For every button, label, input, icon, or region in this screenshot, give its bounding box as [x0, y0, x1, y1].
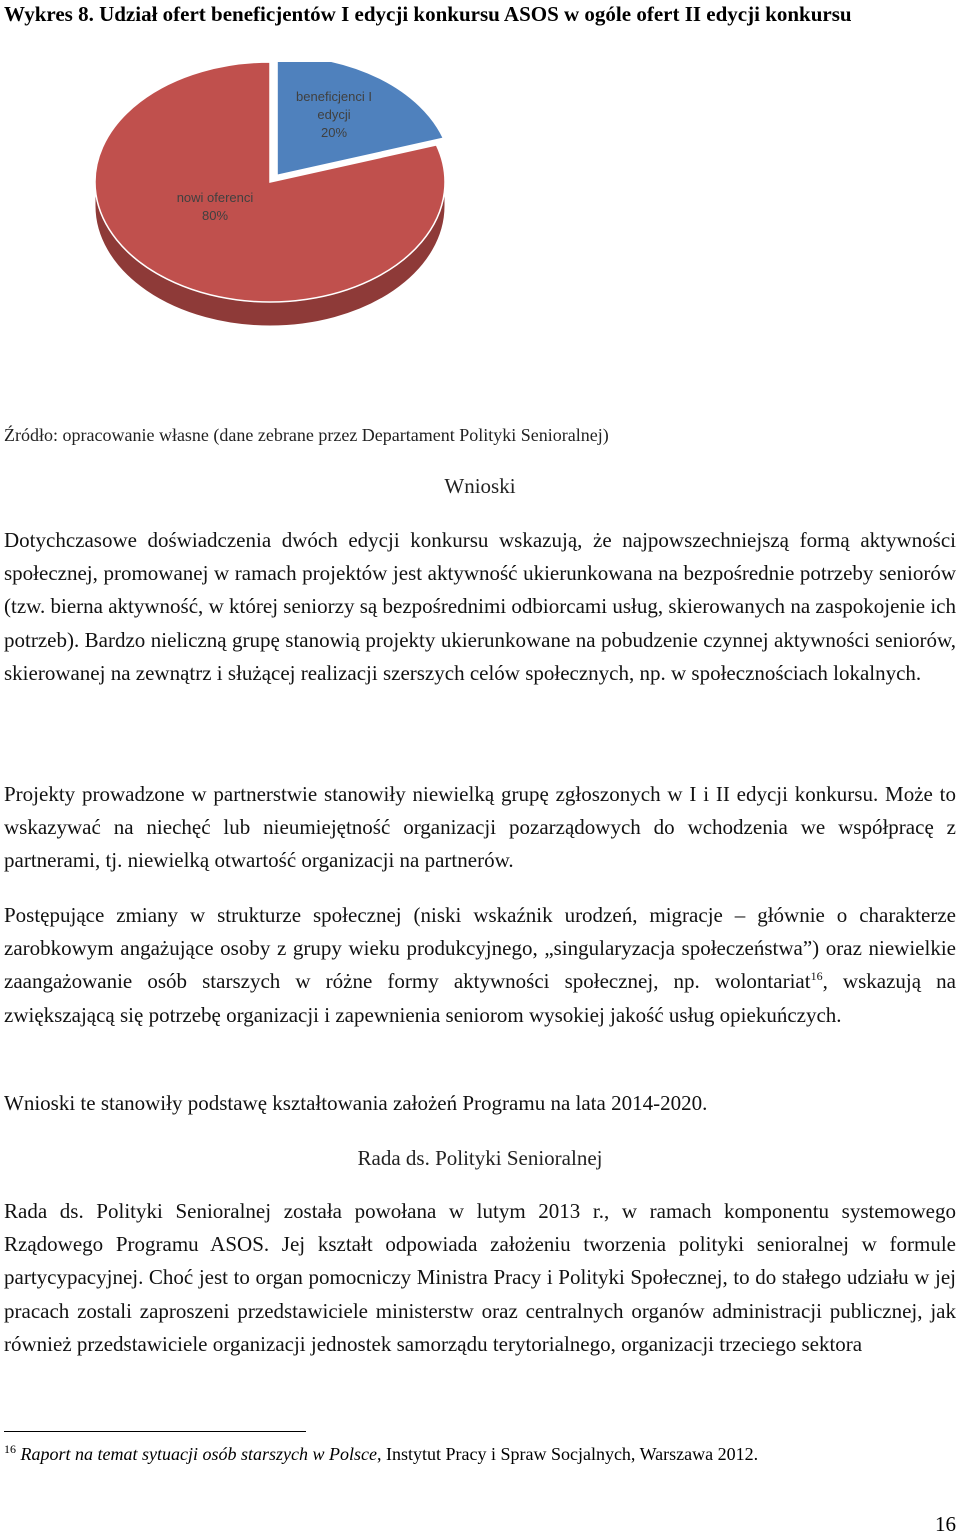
section-heading-conclusions: Wnioski — [444, 474, 516, 498]
paragraph-text: , wskazują na zwiększającą się potrzebę organizacji i zapewnienia seniorom wysokiej jakość usług opiekuńczych. — [4, 969, 956, 1027]
pie-label-1: nowi oferenci 80% — [176, 190, 254, 223]
paragraph: Rada ds. Polityki Senioralnej została powołana w lutym 2013 r., w ramach komponentu systemowego Rządowego Programu ASOS. Jej kształt odpowiada założeniu tworzenia polityki senioralnej w formule partycypacyjnej. Choć jest to organ pomocniczy Ministra Pracy i Polityki Społecznej, to do stałego udziału w jej pracach zostali zaproszeni przedstawiciele ministerstw oraz centralnych organów administracji publicznej, jak również przedstawiciele organizacji jednostek samorządu terytorialnego, organizacji trzeciego sektora — [4, 1199, 956, 1356]
footnote-number: 16 — [4, 1442, 16, 1456]
pie-label-0: beneficjenci I edycji 20% — [296, 89, 372, 140]
paragraph: Wnioski te stanowiły podstawę kształtowania założeń Programu na lata 2014-2020. — [4, 1091, 708, 1115]
paragraph: Projekty prowadzone w partnerstwie stanowiły niewielką grupę zgłoszonych w I i II edycji konkursu. Może to wskazywać na niechęć lub nieumiejętność organizacji pozarządowych do wchodzenia we współpracę z partnerami, tj. niewielką otwartość organizacji na partnerów. — [4, 782, 956, 873]
chart-source: Źródło: opracowanie własne (dane zebrane przez Departament Polityki Senioralnej) — [4, 425, 609, 445]
footnote-text: , Instytut Pracy i Spraw Socjalnych, Warszawa 2012. — [376, 1444, 759, 1464]
footnote-separator — [4, 1431, 306, 1432]
pie-chart-svg — [0, 62, 520, 422]
footnote-title: Raport na temat sytuacji osób starszych w Polsce — [20, 1444, 377, 1464]
paragraph: Dotychczasowe doświadczenia dwóch edycji konkursu wskazują, że najpowszechniejszą formą aktywności społecznej, promowanej w ramach projektów jest aktywność ukierunkowana na bezpośrednie potrzeby seniorów (tzw. bierna aktywność, w której seniorzy są bezpośrednimi odbiorcami usług, skierowanych na zaspokojenie ich potrzeb). Bardzo nieliczną grupę stanowią projekty ukierunkowane na pobudzenie czynnej aktywności seniorów, skierowanej na zewnątrz i służącej realizacji szerszych celów społecznych, np. w społecznościach lokalnych. — [4, 528, 956, 685]
footnote-reference[interactable]: 16 — [810, 969, 823, 984]
chart-title: Wykres 8. Udział ofert beneficjentów I edycji konkursu ASOS w ogóle ofert II edycji konkursu — [4, 2, 852, 26]
paragraph-text: Postępujące zmiany w strukturze społecznej (niski wskaźnik urodzeń, migracje – głównie o charakterze zarobkowym angażujące osoby z grupy wieku produkcyjnego, „singularyzacja społeczeństwa”) oraz niewielkie zaangażowanie osób starszych w różne formy aktywności społecznej, np. wolontariat — [4, 903, 956, 994]
footnote — [4, 1441, 956, 1467]
paragraph — [4, 899, 956, 1032]
section-heading-council: Rada ds. Polityki Senioralnej — [357, 1146, 603, 1170]
pie-chart — [0, 62, 520, 422]
page-number: 16 — [935, 1512, 956, 1536]
